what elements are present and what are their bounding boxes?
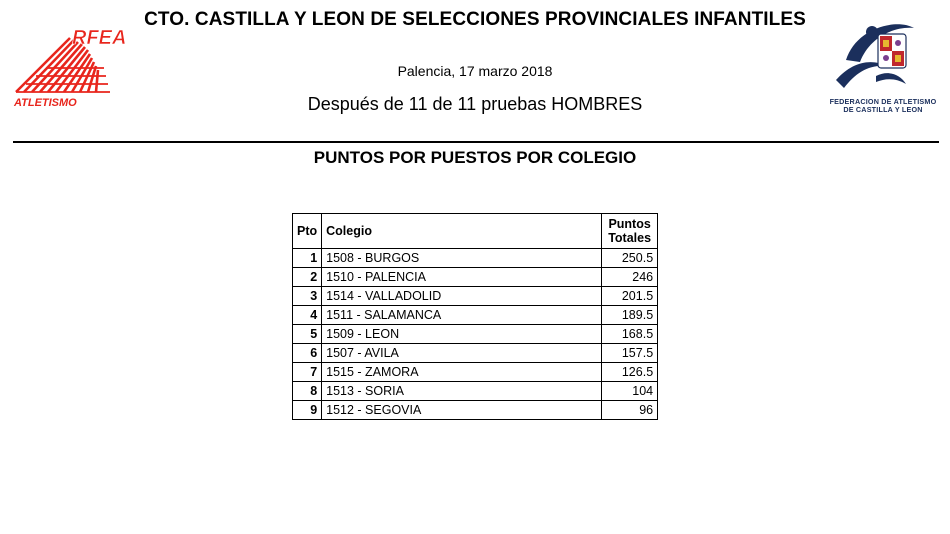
table-row [293,401,658,420]
header-colegio: Colegio [322,214,602,249]
row-puntos: 168.5 [602,325,658,344]
table-row [293,287,658,306]
row-colegio: 1508 - BURGOS [322,249,602,268]
row-puntos: 201.5 [602,287,658,306]
row-puntos: 189.5 [602,306,658,325]
row-colegio: 1507 - AVILA [322,344,602,363]
row-puntos: 96 [602,401,658,420]
row-pto: 6 [293,344,322,363]
row-colegio: 1511 - SALAMANCA [322,306,602,325]
row-puntos: 104 [602,382,658,401]
table-row [293,382,658,401]
rfea-caption: ATLETISMO [14,97,77,109]
row-colegio: 1513 - SORIA [322,382,602,401]
table-row [293,268,658,287]
event-date-location: Palencia, 17 marzo 2018 [397,63,553,79]
header-puntos-totales [602,214,658,249]
row-colegio: 1514 - VALLADOLID [322,287,602,306]
row-pto: 7 [293,363,322,382]
header-puntos-line2: Totales [608,231,652,245]
row-colegio: 1509 - LEON [322,325,602,344]
row-pto: 8 [293,382,322,401]
row-colegio: 1510 - PALENCIA [322,268,602,287]
table-row [293,325,658,344]
page-title: CTO. CASTILLA Y LEON DE SELECCIONES PROVINCIALES INFANTILES [144,9,806,30]
row-colegio: 1515 - ZAMORA [322,363,602,382]
events-progress: Después de 11 de 11 pruebas HOMBRES [307,94,643,114]
row-puntos: 246 [602,268,658,287]
table-row [293,363,658,382]
header-pto: Pto [293,214,322,249]
row-puntos: 126.5 [602,363,658,382]
header-puntos-line1: Puntos [608,217,651,231]
table-row [293,306,658,325]
row-pto: 4 [293,306,322,325]
row-colegio: 1512 - SEGOVIA [322,401,602,420]
table-row [293,249,658,268]
header-divider [13,141,939,143]
fclm-logo-line1: FEDERACION DE ATLETISMO [829,97,937,106]
row-puntos: 250.5 [602,249,658,268]
table-row [293,344,658,363]
row-pto: 1 [293,249,322,268]
table-header-row [293,214,658,249]
row-pto: 5 [293,325,322,344]
row-pto: 3 [293,287,322,306]
fclm-logo-line2: DE CASTILLA Y LEON [843,105,923,114]
row-puntos: 157.5 [602,344,658,363]
ranking-table [292,213,658,420]
row-pto: 9 [293,401,322,420]
row-pto: 2 [293,268,322,287]
section-title: PUNTOS POR PUESTOS POR COLEGIO [313,148,637,167]
rfea-wordmark: RFEA [72,27,127,49]
